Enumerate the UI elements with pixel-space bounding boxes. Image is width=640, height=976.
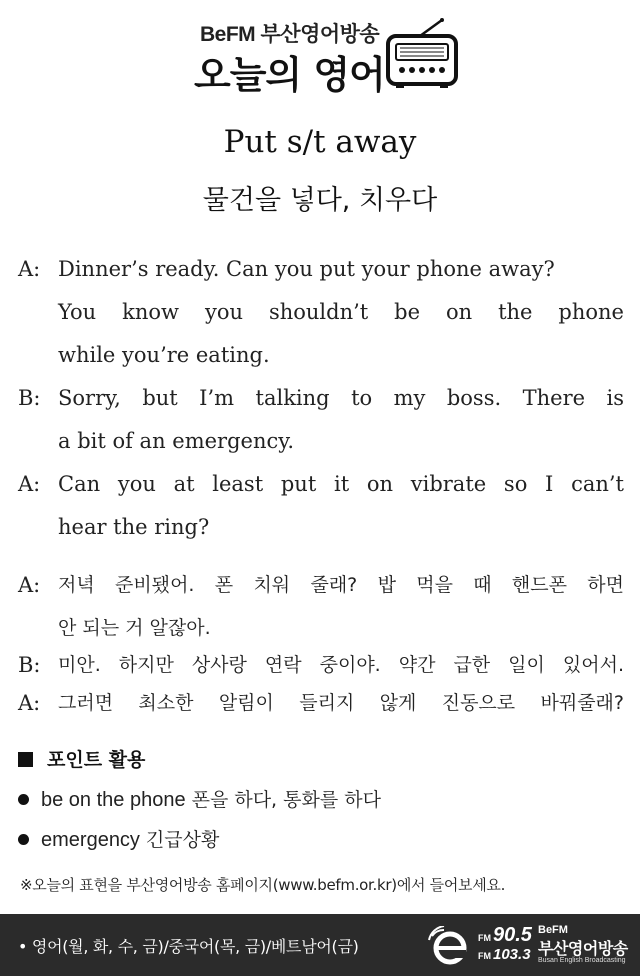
dialogue-text: while you’re eating. <box>58 343 270 367</box>
fm-label: FM <box>478 933 491 943</box>
expression-english: Put s/t away <box>223 124 417 160</box>
radio-icon <box>384 18 460 90</box>
station-logo <box>428 922 634 970</box>
speaker-label: A: <box>18 257 41 281</box>
header <box>0 0 640 100</box>
bullet-icon <box>18 834 29 845</box>
dialogue-line <box>18 512 624 542</box>
frequency-value: 103.3 <box>493 946 531 963</box>
dialogue-line <box>18 570 624 600</box>
website-note: ※오늘의 표현을 부산영어방송 홈페이지(www.befm.or.kr)에서 들어보세요. <box>20 876 506 894</box>
points-heading-text: 포인트 활용 <box>47 749 146 771</box>
dialogue-line <box>18 254 624 284</box>
logo-brand: BeFM <box>538 924 568 936</box>
bullet-icon <box>18 794 29 805</box>
dialogue-line <box>18 340 624 370</box>
point-term: emergency <box>41 829 140 851</box>
speaker-label: A: <box>18 472 41 496</box>
dialogue-line <box>18 469 624 499</box>
speaker-label: B: <box>18 653 41 677</box>
speaker-label: B: <box>18 386 41 410</box>
dialogue-text: a bit of an emergency. <box>58 429 294 453</box>
show-title: 오늘의 영어 <box>194 53 385 97</box>
frequency-value: 90.5 <box>493 924 532 946</box>
dialogue-text: Can you at least put it on vibrate so I can’t <box>58 472 624 496</box>
dialogue-text: Dinner’s ready. Can you put your phone away? <box>58 257 555 281</box>
footer-bar <box>0 914 640 976</box>
logo-station-english: Busan English Broadcasting <box>538 957 626 964</box>
dialogue-text: 미안. 하지만 상사랑 연락 중이야. 약간 급한 일이 있어서. <box>58 654 624 676</box>
dialogue-line <box>18 650 624 680</box>
dialogue-line <box>18 383 624 413</box>
frequency-secondary <box>478 946 531 963</box>
dialogue-line <box>18 688 624 718</box>
points-heading <box>18 745 145 775</box>
dialogue-text: 저녁 준비됐어. 폰 치워 줄래? 밥 먹을 때 핸드폰 하면 <box>58 574 624 596</box>
dialogue-line <box>18 613 624 643</box>
point-term: be on the phone <box>41 789 186 811</box>
point-item <box>18 785 381 815</box>
point-item <box>18 825 219 855</box>
logo-station-name: 부산영어방송 <box>538 939 628 958</box>
dialogue-text: You know you shouldn’t be on the phone <box>58 300 624 324</box>
frequency-primary <box>478 924 532 947</box>
station-e-logo-icon <box>428 926 468 966</box>
dialogue-text: Sorry, but I’m talking to my boss. There is <box>58 386 624 410</box>
dialogue-text: hear the ring? <box>58 515 210 539</box>
dialogue-text: 그러면 최소한 알림이 들리지 않게 진동으로 바꿔줄래? <box>58 692 624 714</box>
square-bullet-icon <box>18 752 33 767</box>
dialogue-text: 안 되는 거 알잖아. <box>58 617 211 639</box>
speaker-label: A: <box>18 691 41 715</box>
expression-korean: 물건을 넣다, 치우다 <box>202 185 438 216</box>
dialogue-line <box>18 426 624 456</box>
speaker-label: A: <box>18 573 41 597</box>
fm-label: FM <box>478 951 491 961</box>
dialogue-line <box>18 297 624 327</box>
broadcast-schedule: • 영어(월, 화, 수, 금)/중국어(목, 금)/베트남어(금) <box>18 937 359 956</box>
point-meaning: 긴급상황 <box>145 829 220 851</box>
point-meaning: 폰을 하다, 통화를 하다 <box>191 789 381 811</box>
brand-line: BeFM 부산영어방송 <box>200 23 380 46</box>
